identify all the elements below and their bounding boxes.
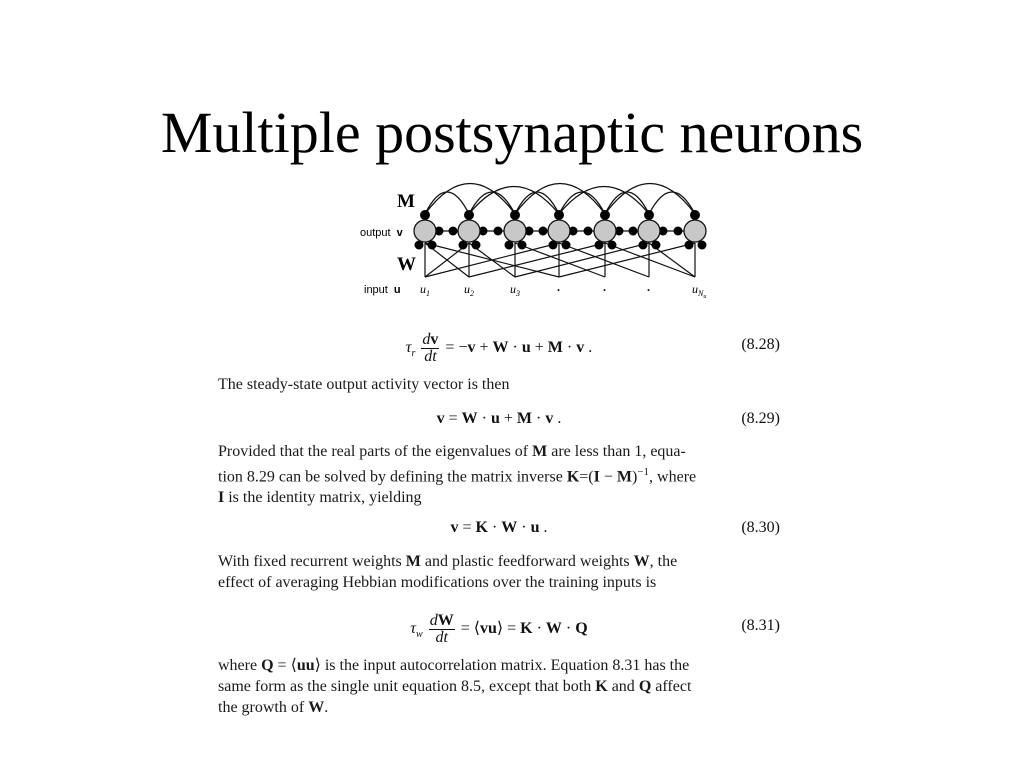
input-uN: u: [692, 282, 698, 296]
equation-number: (8.29): [741, 410, 780, 427]
network-diagram: [355, 165, 735, 305]
svg-text:u1: $u_1$: [420, 282, 430, 298]
equation-number: (8.31): [741, 617, 780, 634]
input-label: input: [364, 284, 388, 296]
equation-number: (8.30): [741, 519, 780, 536]
equation-body: $\tau_w$ $\frac{dW}{dt}$ = ⟨vu⟩ = K · W · Q: [410, 612, 588, 646]
input-u2: u: [464, 282, 470, 296]
input-vector: u: [393, 284, 401, 296]
input-u3: u: [510, 282, 516, 296]
input-dot-2: .: [603, 280, 606, 294]
svg-text:u3: $u_3$: [510, 282, 520, 298]
input-u1: u: [420, 282, 426, 296]
input-dot-3: .: [647, 280, 650, 294]
equation-8-28: [218, 331, 780, 365]
equation-8-31: [218, 612, 780, 646]
equation-number: (8.28): [741, 336, 780, 353]
paragraph-steady-state: The steady-state output activity vector is then: [218, 376, 510, 393]
label-W: W: [397, 254, 416, 275]
equation-body: v = K · W · u .: [450, 519, 548, 536]
equation-8-30: [218, 515, 780, 541]
paragraph-eigenvalues: Provided that the real parts of the eigenvalues of M are less than 1, equa- tion 8.29 can be solved by defining the matrix inverse $K=(I - M)^{-1}$, where I is the identity matrix, yielding: [218, 443, 697, 507]
output-label: output: [360, 227, 391, 239]
paragraph-hebbian: With fixed recurrent weights M and plastic feedforward weights W, the effect of averaging Hebbian modifications over the training inputs is: [218, 553, 678, 591]
equation-body: v = W · u + M · v .: [436, 410, 562, 427]
label-M: M: [397, 191, 415, 212]
svg-text:uNu: $u_Nu$: [692, 282, 707, 300]
equation-body: $\tau_r$ $\frac{dv}{dt}$ = −v + W · u + M · v .: [405, 331, 593, 365]
svg-text:input u: [364, 284, 401, 296]
equation-8-29: [218, 406, 780, 432]
svg-text:output v: [360, 227, 404, 239]
svg-text:u2: $u_2$: [464, 282, 474, 298]
slide-title: Multiple postsynaptic neurons: [160, 100, 864, 165]
output-vector: v: [396, 227, 403, 239]
input-dot-1: .: [557, 280, 560, 294]
paragraph-autocorrelation: where Q = ⟨uu⟩ is the input autocorrelation matrix. Equation 8.31 has the same form as the single unit equation 8.5, except that both K and Q affect the growth of W.: [218, 657, 692, 716]
recurrent-arcs: [425, 184, 695, 215]
